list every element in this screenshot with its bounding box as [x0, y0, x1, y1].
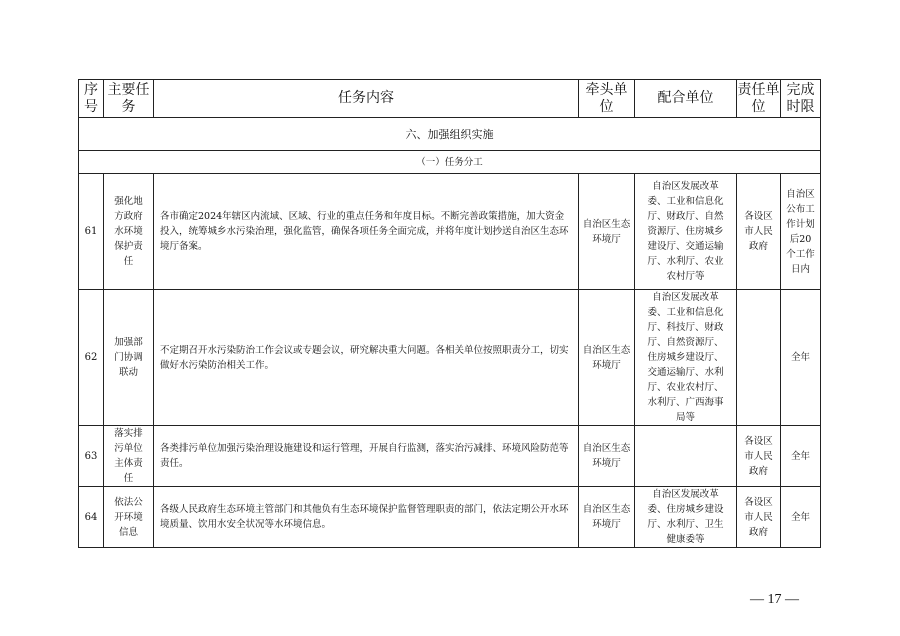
header-row	[79, 80, 821, 118]
row-lead-unit: 自治区生态环境厅	[579, 290, 635, 426]
row-deadline: 全年	[781, 487, 821, 548]
header-seq: 序号	[79, 80, 104, 118]
page-number: — 17 —	[750, 592, 799, 607]
row-task: 加强部门协调联动	[104, 290, 154, 426]
section-title: 六、加强组织实施	[79, 118, 821, 151]
row-seq: 62	[79, 290, 104, 426]
header-coop-unit: 配合单位	[635, 80, 737, 118]
row-task: 依法公开环境信息	[104, 487, 154, 548]
row-content: 各市确定2024年辖区内流域、区域、行业的重点任务和年度目标。不断完善政策措施，加大资金投入，统筹城乡水污染治理，强化监管，确保各项任务全面完成，并将年度计划抄送自治区生态环境厅备案。	[154, 174, 579, 290]
task-table	[78, 79, 821, 548]
row-task: 落实排污单位主体责任	[104, 426, 154, 487]
row-resp-unit: 各设区市人民政府	[737, 174, 781, 290]
header-main-task: 主要任务	[104, 80, 154, 118]
row-lead-unit: 自治区生态环境厅	[579, 426, 635, 487]
row-seq: 64	[79, 487, 104, 548]
table-row	[79, 426, 821, 487]
row-coop-unit: 自治区发展改革委、工业和信息化厅、科技厅、财政厅、自然资源厅、住房城乡建设厅、交通运输厅、水利厅、农业农村厅、水利厅、广西海事局等	[635, 290, 737, 426]
row-deadline: 全年	[781, 426, 821, 487]
table-row	[79, 290, 821, 426]
table-row	[79, 487, 821, 548]
section-row	[79, 118, 821, 151]
row-coop-unit: 自治区发展改革委、工业和信息化厅、财政厅、自然资源厅、住房城乡建设厅、交通运输厅、水利厅、农业农村厅等	[635, 174, 737, 290]
subsection-title: （一）任务分工	[79, 151, 821, 174]
row-resp-unit: 各设区市人民政府	[737, 487, 781, 548]
row-lead-unit: 自治区生态环境厅	[579, 487, 635, 548]
row-content: 各类排污单位加强污染治理设施建设和运行管理，开展自行监测，落实治污减排、环境风险防范等责任。	[154, 426, 579, 487]
row-seq: 61	[79, 174, 104, 290]
row-coop-unit: 自治区发展改革委、住房城乡建设厅、水利厅、卫生健康委等	[635, 487, 737, 548]
header-content: 任务内容	[154, 80, 579, 118]
subsection-row	[79, 151, 821, 174]
row-resp-unit: 各设区市人民政府	[737, 426, 781, 487]
row-deadline: 全年	[781, 290, 821, 426]
row-coop-unit	[635, 426, 737, 487]
row-deadline: 自治区公布工作计划后20个工作日内	[781, 174, 821, 290]
header-lead-unit: 牵头单位	[579, 80, 635, 118]
table-row	[79, 174, 821, 290]
row-resp-unit	[737, 290, 781, 426]
row-content: 各级人民政府生态环境主管部门和其他负有生态环境保护监督管理职责的部门，依法定期公开水环境质量、饮用水安全状况等水环境信息。	[154, 487, 579, 548]
row-content: 不定期召开水污染防治工作会议或专题会议，研究解决重大问题。各相关单位按照职责分工，切实做好水污染防治相关工作。	[154, 290, 579, 426]
row-task: 强化地方政府水环境保护责任	[104, 174, 154, 290]
header-deadline: 完成时限	[781, 80, 821, 118]
row-seq: 63	[79, 426, 104, 487]
header-resp-unit: 责任单位	[737, 80, 781, 118]
row-lead-unit: 自治区生态环境厅	[579, 174, 635, 290]
